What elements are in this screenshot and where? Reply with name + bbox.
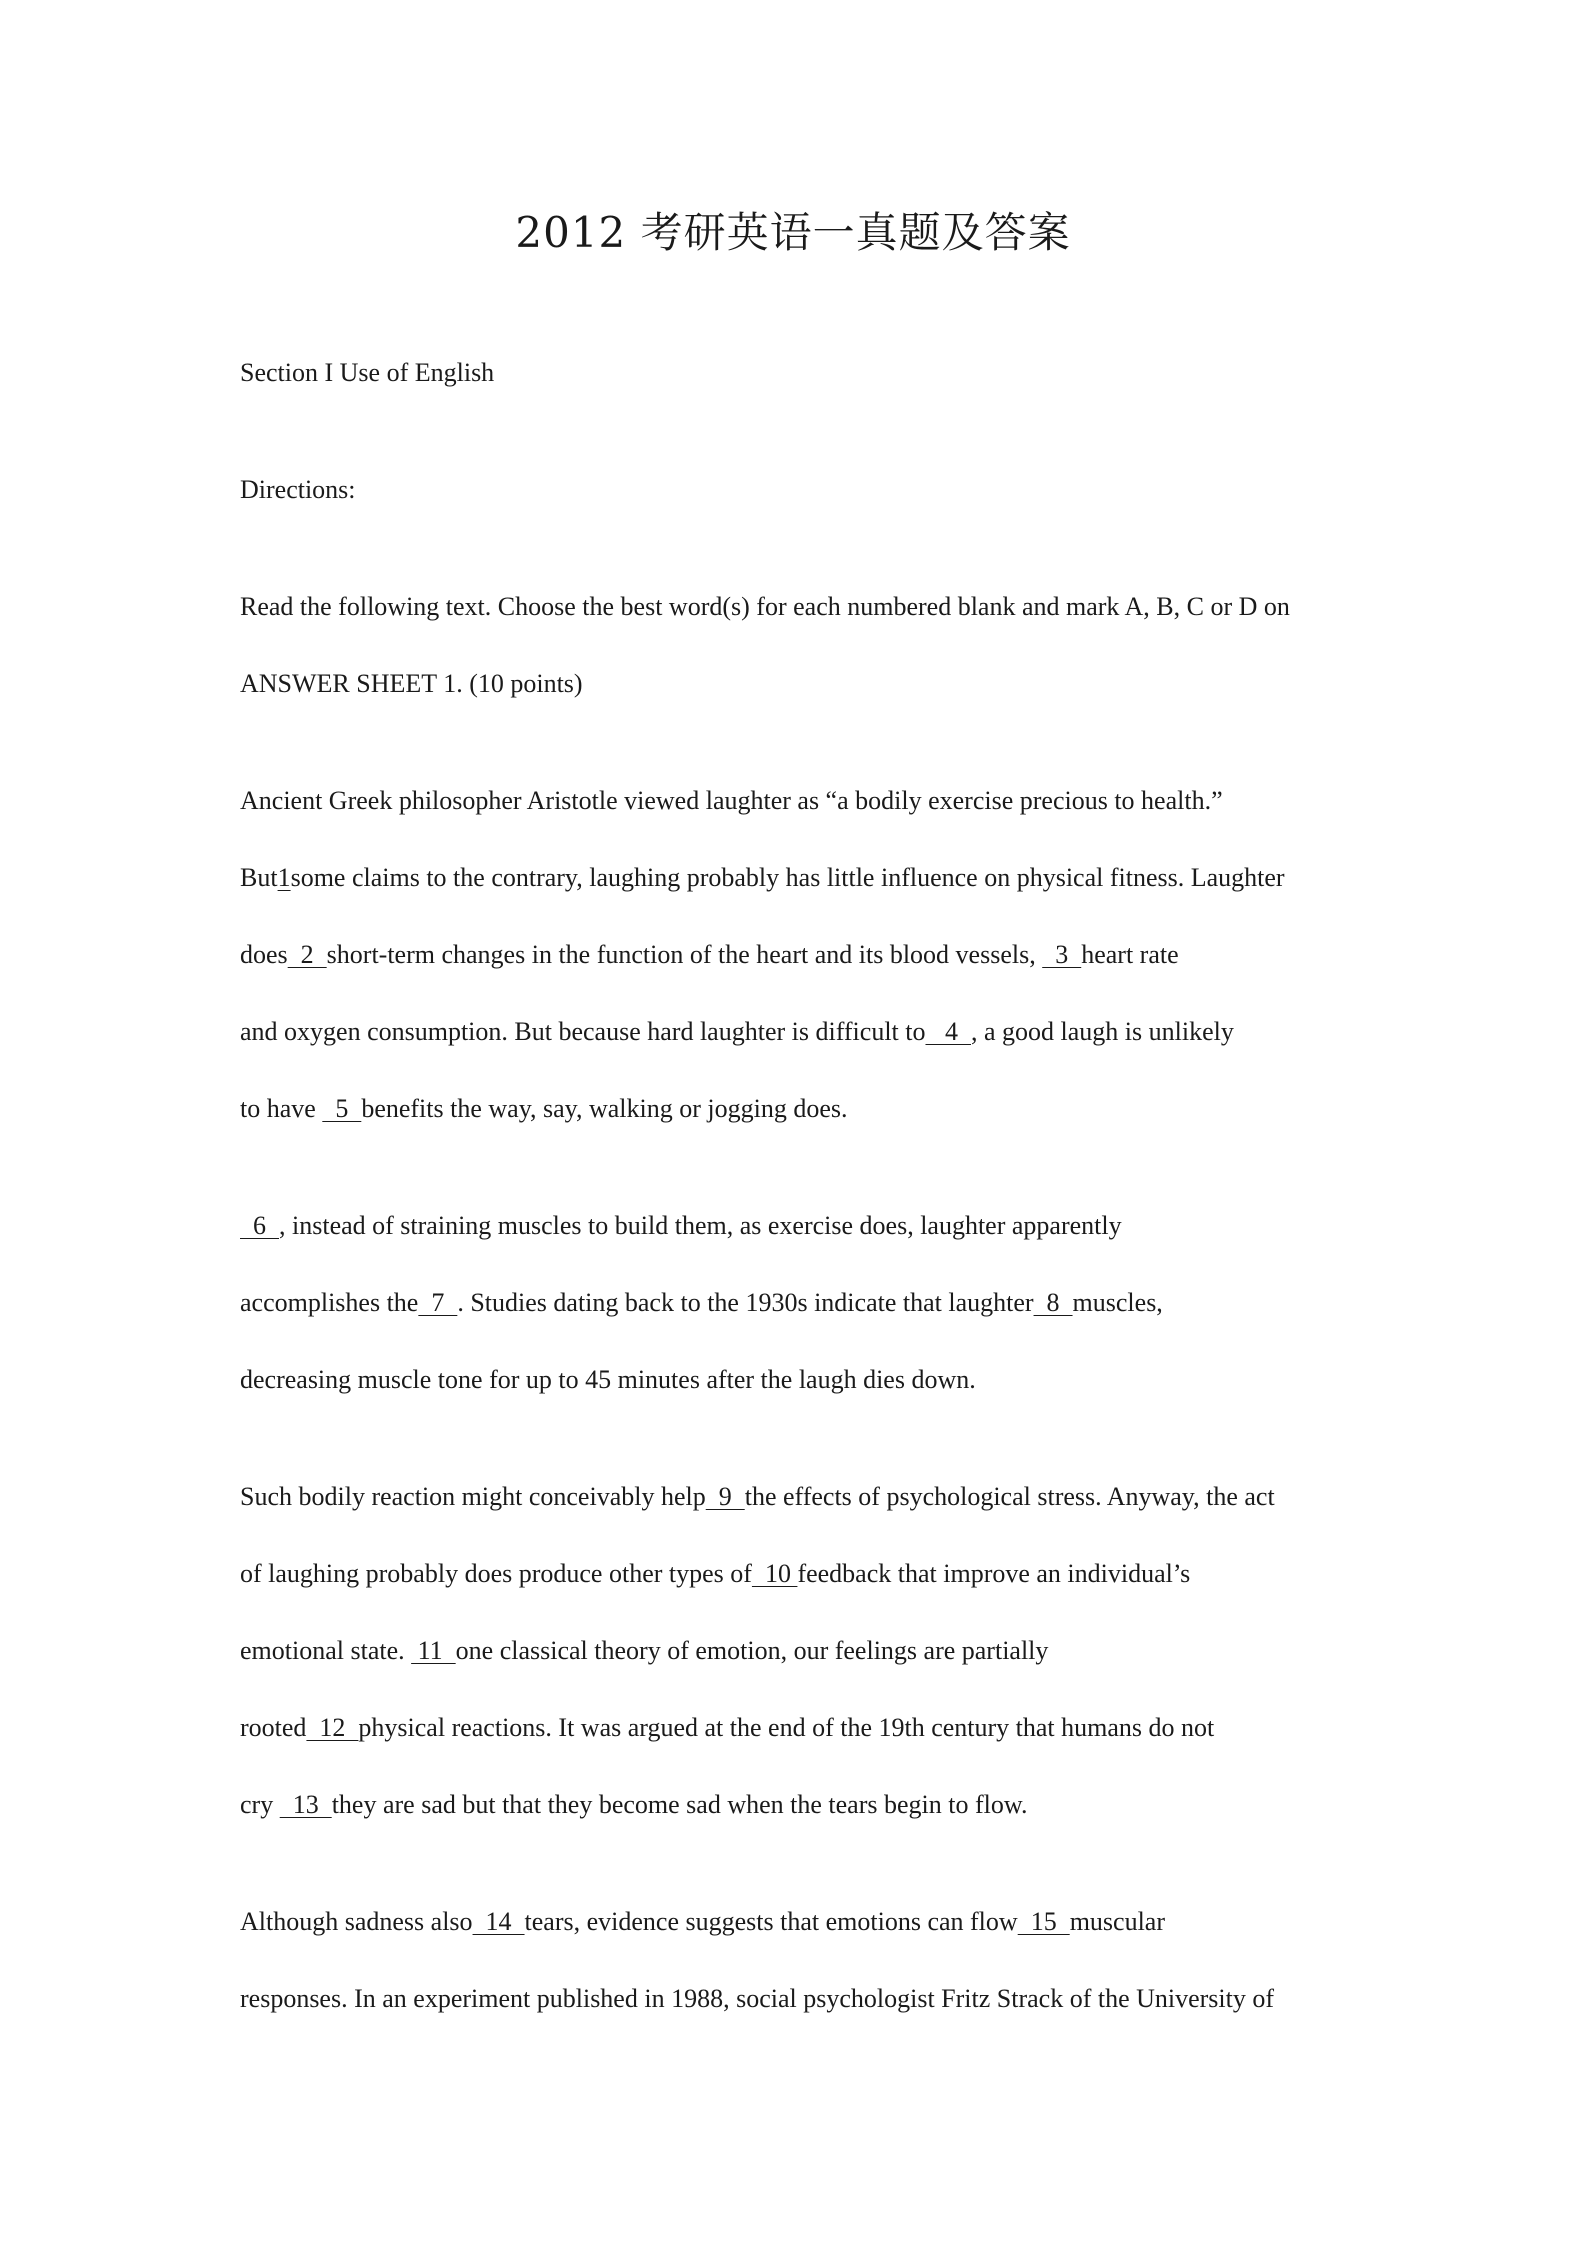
text: does (240, 940, 288, 969)
blank-13: 13 (279, 1790, 332, 1819)
p4-line-1 (240, 1904, 1346, 1940)
blank-14: 14 (472, 1907, 525, 1936)
text: they are sad but that they become sad when the tears begin to flow. (331, 1790, 1028, 1819)
text: Although sadness also (240, 1907, 473, 1936)
blank-10: 10 (751, 1559, 798, 1588)
text: to have (240, 1094, 323, 1123)
p1-line-4 (240, 1014, 1346, 1050)
p4-line-2: responses. In an experiment published in 1988, social psychologist Fritz Strack of the University of (240, 1984, 1275, 2013)
p3-line-4 (240, 1710, 1346, 1746)
text: some claims to the contrary, laughing probably has little influence on physical fitness. Laughter (290, 863, 1285, 892)
directions-line-1: Read the following text. Choose the best word(s) for each numbered blank and mark A, B, C or D on (240, 592, 1290, 621)
p3-line-1 (240, 1479, 1346, 1515)
text: But (240, 863, 278, 892)
text: heart rate (1081, 940, 1179, 969)
p1-line-5 (240, 1091, 1346, 1127)
text: feedback that improve an individual’s (797, 1559, 1191, 1588)
p3-line-5 (240, 1787, 1346, 1823)
text: . Studies dating back to the 1930s indicate that laughter (457, 1288, 1034, 1317)
document-title: 2012 考研英语一真题及答案 (515, 208, 1071, 257)
p3-line-3 (240, 1633, 1346, 1669)
text: short-term changes in the function of the heart and its blood vessels, (326, 940, 1043, 969)
text: Such bodily reaction might conceivably help (240, 1482, 706, 1511)
p1-line-3 (240, 937, 1346, 973)
p3-line-2 (240, 1556, 1346, 1592)
blank-1: 1 (277, 863, 291, 892)
text: tears, evidence suggests that emotions can flow (524, 1907, 1018, 1936)
blank-2: 2 (287, 940, 327, 969)
text: rooted (240, 1713, 307, 1742)
blank-12: 12 (306, 1713, 359, 1742)
text: accomplishes the (240, 1288, 419, 1317)
text: the effects of psychological stress. Anyway, the act (744, 1482, 1275, 1511)
text: muscles, (1072, 1288, 1163, 1317)
blank-15: 15 (1017, 1907, 1070, 1936)
text: physical reactions. It was argued at the end of the 19th century that humans do not (358, 1713, 1215, 1742)
text: emotional state. (240, 1636, 412, 1665)
section-heading: Section I Use of English (240, 358, 495, 387)
blank-4: 4 (925, 1017, 971, 1046)
blank-7: 7 (418, 1288, 458, 1317)
blank-3: 3 (1042, 940, 1082, 969)
p2-line-1 (240, 1208, 1346, 1244)
text: of laughing probably does produce other types of (240, 1559, 752, 1588)
p1-line-1: Ancient Greek philosopher Aristotle viewed laughter as “a bodily exercise precious to health.” (240, 786, 1223, 815)
blank-6: 6 (240, 1211, 279, 1240)
text: , a good laugh is unlikely (970, 1017, 1234, 1046)
text: , instead of straining muscles to build them, as exercise does, laughter apparently (279, 1211, 1122, 1240)
directions-label: Directions: (240, 475, 356, 504)
blank-11: 11 (411, 1636, 456, 1665)
text: muscular (1069, 1907, 1165, 1936)
text: cry (240, 1790, 280, 1819)
text: and oxygen consumption. But because hard laughter is difficult to (240, 1017, 926, 1046)
blank-8: 8 (1033, 1288, 1073, 1317)
blank-5: 5 (322, 1094, 362, 1123)
p2-line-2 (240, 1285, 1346, 1321)
text: benefits the way, say, walking or jogging does. (361, 1094, 848, 1123)
blank-9: 9 (705, 1482, 745, 1511)
directions-line-2: ANSWER SHEET 1. (10 points) (240, 669, 583, 698)
text: one classical theory of emotion, our feelings are partially (455, 1636, 1049, 1665)
p1-line-2 (240, 860, 1346, 896)
p2-line-3: decreasing muscle tone for up to 45 minutes after the laugh dies down. (240, 1365, 976, 1394)
